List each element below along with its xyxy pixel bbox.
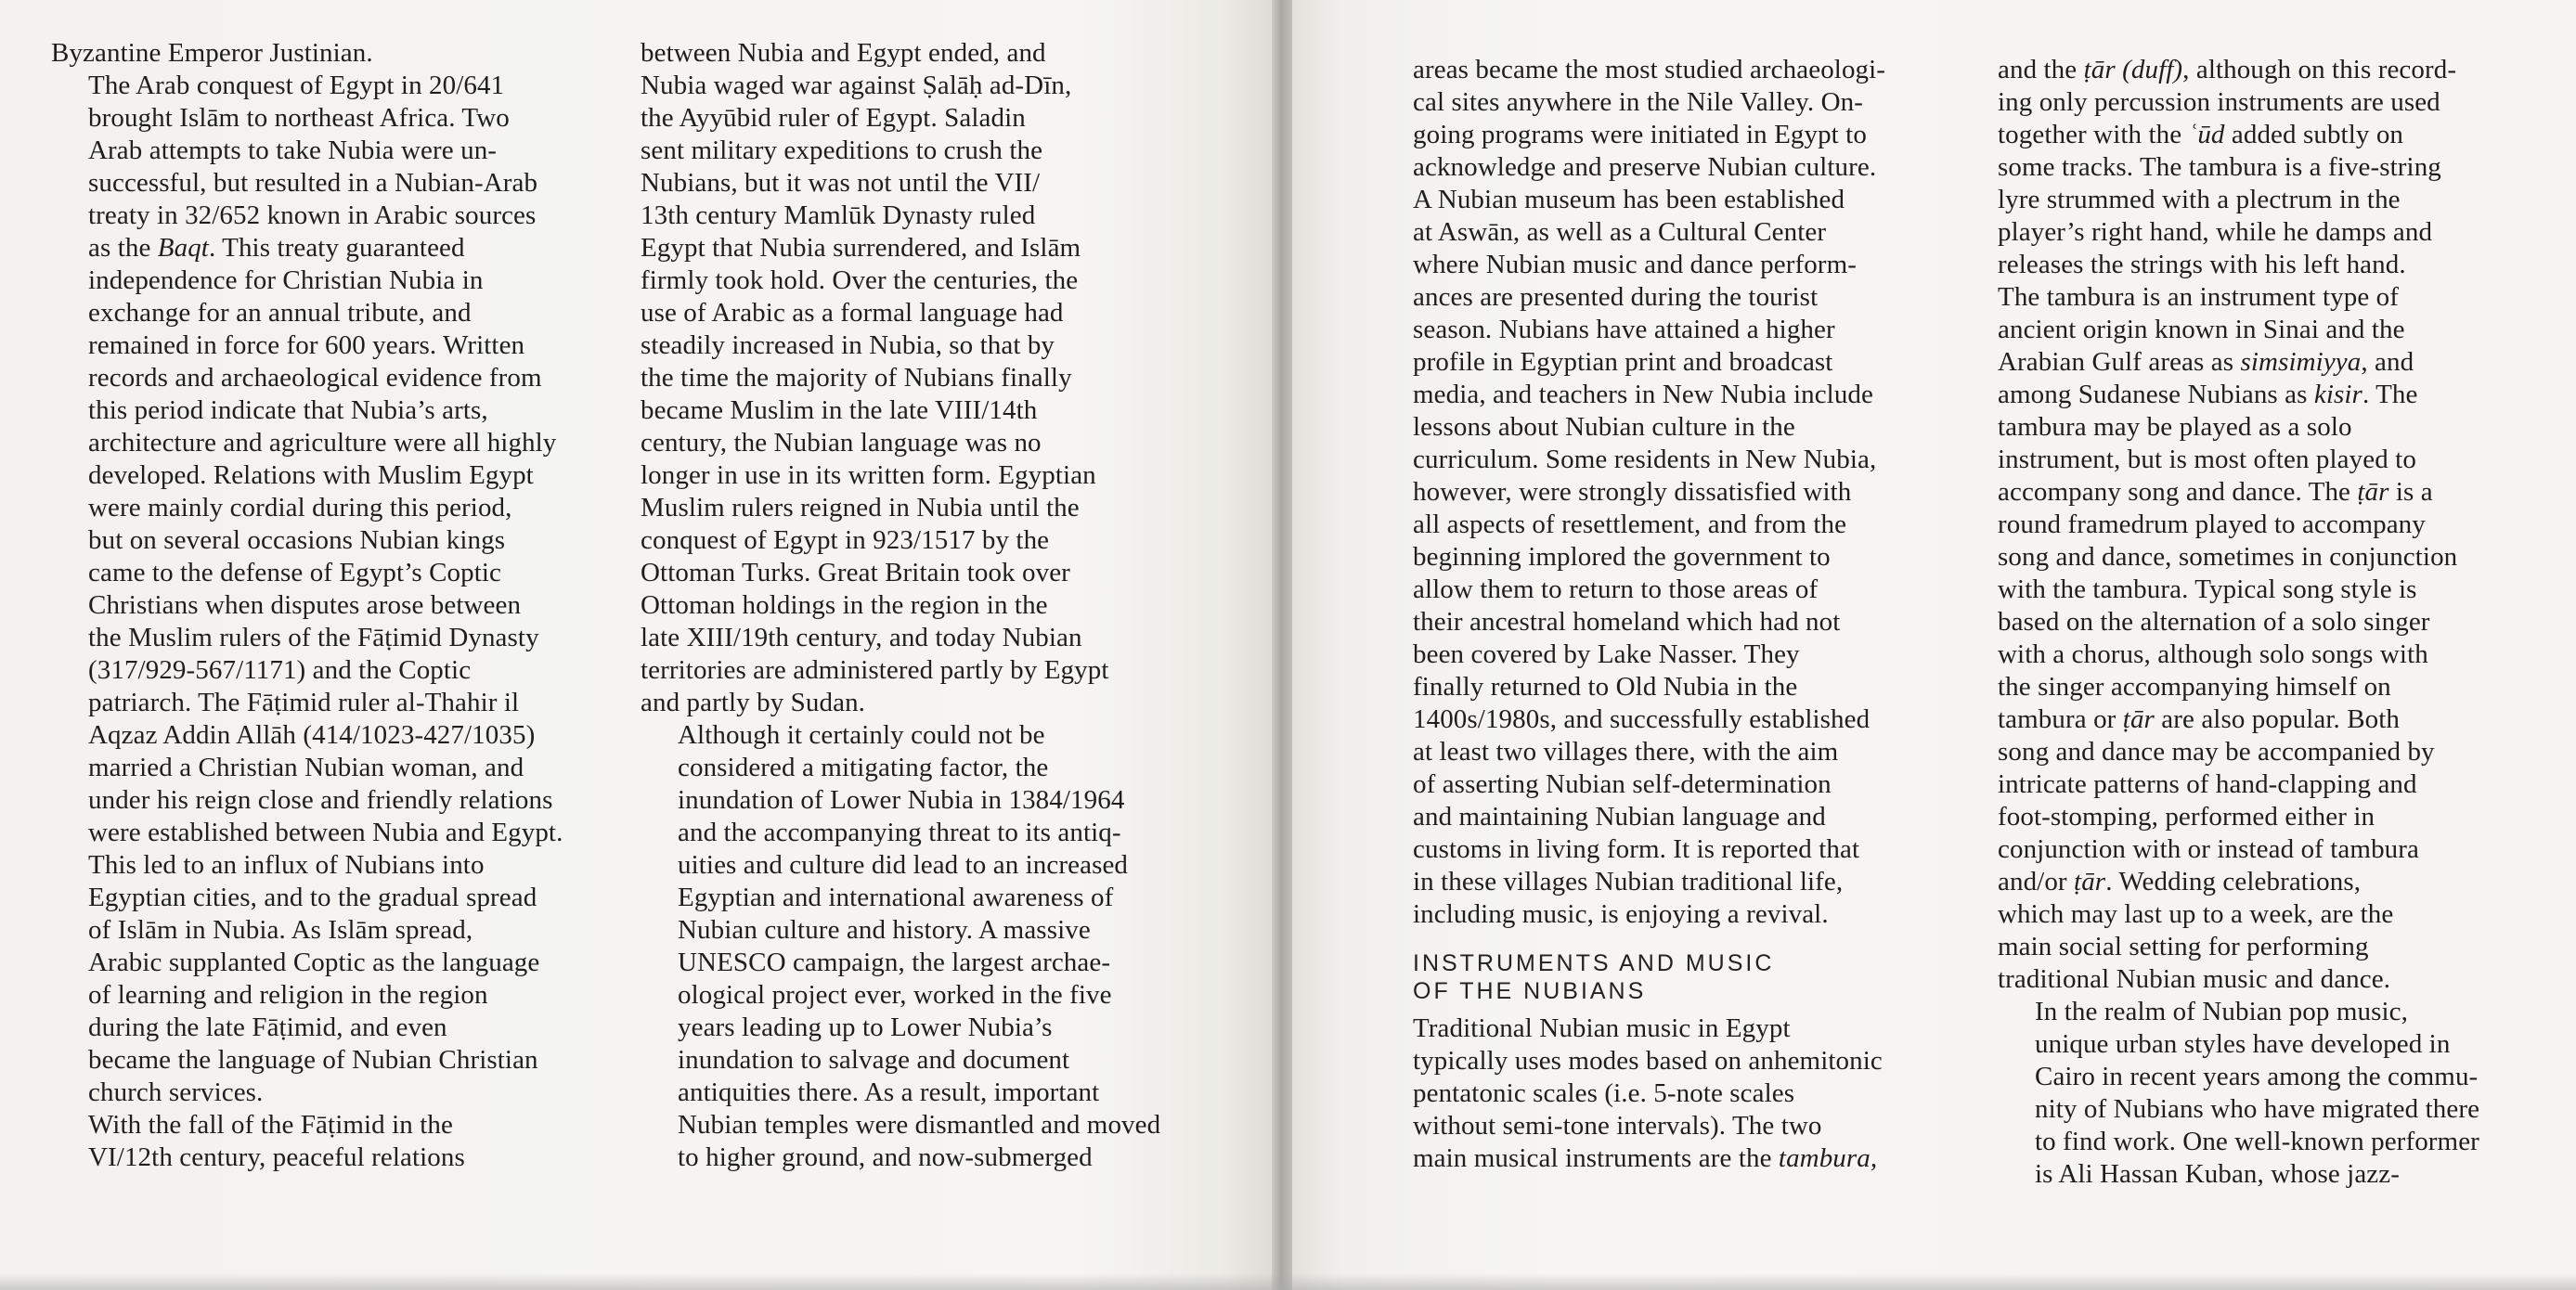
text-line: married a Christian Nubian woman, and [88, 753, 524, 782]
text-line: media, and teachers in New Nubia include [1413, 380, 1874, 409]
text-line: (317/929-567/1171) and the Coptic [88, 655, 472, 685]
text-line: inundation to salvage and document [678, 1045, 1070, 1075]
text-line: ancient origin known in Sinai and the [1998, 315, 2405, 344]
text-line: ological project ever, worked in the five [678, 980, 1112, 1010]
text-line: which may last up to a week, are the [1998, 899, 2394, 929]
text-line: the time the majority of Nubians finally [641, 363, 1072, 393]
section-heading [1413, 949, 1961, 1005]
text-line: Aqzaz Addin Allāh (414/1023-427/1035) [88, 720, 536, 750]
text-line: been covered by Lake Nasser. They [1413, 639, 1800, 669]
text-line: among Sudanese Nubians as kisir. The [1998, 380, 2418, 409]
text-line: Arabic supplanted Coptic as the language [88, 948, 540, 977]
text-line: Cairo in recent years among the commu- [2035, 1062, 2479, 1091]
left-page-column-1 [51, 37, 599, 1174]
text-line: developed. Relations with Muslim Egypt [88, 460, 534, 490]
text-line: and maintaining Nubian language and [1413, 802, 1826, 832]
left-page-column-2 [641, 37, 1197, 1174]
text-line: VI/12th century, peaceful relations [88, 1142, 465, 1172]
text-line: however, were strongly dissatisfied with [1413, 477, 1852, 507]
text-line: became Muslim in the late VIII/14th [641, 395, 1038, 425]
paragraph [641, 719, 1197, 1174]
text-line: Nubian temples were dismantled and moved [678, 1110, 1161, 1140]
text-line: successful, but resulted in a Nubian-Arab [88, 168, 538, 198]
text-line: at Aswān, as well as a Cultural Center [1413, 217, 1827, 247]
text-line: The tambura is an instrument type of [1998, 282, 2400, 312]
text-line: ing only percussion instruments are used [1998, 87, 2440, 117]
book-spine [1272, 0, 1292, 1290]
text-line: intricate patterns of hand-clapping and [1998, 769, 2417, 799]
text-line: player’s right hand, while he damps and [1998, 217, 2433, 247]
text-line: records and archaeological evidence from [88, 363, 542, 393]
text-line: traditional Nubian music and dance. [1998, 964, 2391, 994]
text-line: unique urban styles have developed in [2035, 1029, 2451, 1059]
paragraph [51, 37, 599, 70]
text-line: Egyptian and international awareness of [678, 883, 1114, 912]
text-line: based on the alternation of a solo singer [1998, 607, 2430, 637]
text-line: this period indicate that Nubia’s arts, [88, 395, 488, 425]
text-line: including music, is enjoying a revival. [1413, 899, 1829, 929]
text-line: without semi-tone intervals). The two [1413, 1111, 1822, 1141]
section-heading-line-1: INSTRUMENTS AND MUSIC [1413, 950, 1775, 976]
text-line: to higher ground, and now-submerged [678, 1142, 1093, 1172]
paragraph [641, 37, 1197, 719]
text-line: 13th century Mamlūk Dynasty ruled [641, 200, 1036, 230]
text-line: 1400s/1980s, and successfully established [1413, 704, 1871, 734]
text-line: patriarch. The Fāṭimid ruler al-Thahir il [88, 688, 520, 717]
paragraph [51, 1109, 599, 1174]
text-line: became the language of Nubian Christian [88, 1045, 538, 1075]
text-line: longer in use in its written form. Egyptian [641, 460, 1096, 490]
text-line: of asserting Nubian self-determination [1413, 769, 1832, 799]
text-line: UNESCO campaign, the largest archae- [678, 948, 1111, 977]
text-line: Ottoman Turks. Great Britain took over [641, 558, 1070, 587]
text-line: of Islām in Nubia. As Islām spread, [88, 915, 473, 945]
section-heading-line-2: OF THE NUBIANS [1413, 978, 1647, 1004]
text-line: lessons about Nubian culture in the [1413, 412, 1795, 442]
text-line: Christians when disputes arose between [88, 590, 522, 620]
text-line: Ottoman holdings in the region in the [641, 590, 1048, 620]
text-line: territories are administered partly by Egypt [641, 655, 1109, 685]
text-line: allow them to return to those areas of [1413, 574, 1819, 604]
text-line: In the realm of Nubian pop music, [2035, 997, 2408, 1026]
left-page [0, 0, 1272, 1290]
text-line: in these villages Nubian traditional life, [1413, 867, 1844, 897]
text-line: releases the strings with his left hand. [1998, 250, 2406, 279]
text-line: firmly took hold. Over the centuries, the [641, 265, 1079, 295]
text-line: Although it certainly could not be [678, 720, 1045, 750]
text-line: Egypt that Nubia surrendered, and Islām [641, 233, 1081, 263]
text-line: at least two villages there, with the aim [1413, 737, 1839, 767]
right-page-column-1 [1413, 54, 1961, 1175]
text-line: the singer accompanying himself on [1998, 672, 2391, 702]
text-line: inundation of Lower Nubia in 1384/1964 [678, 785, 1125, 815]
text-line: and partly by Sudan. [641, 688, 866, 717]
text-line: instrument, but is most often played to [1998, 445, 2416, 474]
text-line: years leading up to Lower Nubia’s [678, 1013, 1053, 1042]
text-line: and the accompanying threat to its antiq- [678, 818, 1121, 847]
text-line: season. Nubians have attained a higher [1413, 315, 1835, 344]
text-line: exchange for an annual tribute, and [88, 298, 472, 328]
text-line: Egyptian cities, and to the gradual spread [88, 883, 537, 912]
text-line: their ancestral homeland which had not [1413, 607, 1841, 637]
text-line: during the late Fāṭimid, and even [88, 1013, 447, 1042]
text-line: Arab attempts to take Nubia were un- [88, 135, 498, 165]
text-line: came to the defense of Egypt’s Coptic [88, 558, 502, 587]
text-line: Nubia waged war against Ṣalāḥ ad-Dīn, [641, 71, 1072, 100]
text-line: beginning implored the government to [1413, 542, 1831, 572]
text-line: going programs were initiated in Egypt to [1413, 120, 1867, 149]
text-line: nity of Nubians who have migrated there [2035, 1094, 2480, 1124]
text-line: to find work. One well-known performer [2035, 1127, 2479, 1156]
text-line: but on several occasions Nubian kings [88, 525, 506, 555]
text-line: independence for Christian Nubia in [88, 265, 484, 295]
text-line: the Ayyūbid ruler of Egypt. Saladin [641, 103, 1026, 133]
text-line: acknowledge and preserve Nubian culture. [1413, 152, 1877, 182]
text-line: is Ali Hassan Kuban, whose jazz- [2035, 1159, 2401, 1189]
text-line: under his reign close and friendly relations [88, 785, 553, 815]
text-line: foot-stomping, performed either in [1998, 802, 2375, 832]
text-line: were established between Nubia and Egypt. [88, 818, 563, 847]
text-line: The Arab conquest of Egypt in 20/641 [88, 71, 505, 100]
text-line: were mainly cordial during this period, [88, 493, 512, 522]
text-line: cal sites anywhere in the Nile Valley. On- [1413, 87, 1863, 117]
text-line: lyre strummed with a plectrum in the [1998, 185, 2401, 214]
paragraph [1413, 54, 1961, 931]
text-line: church services. [88, 1077, 264, 1107]
text-line: Nubians, but it was not until the VII/ [641, 168, 1041, 198]
text-line: century, the Nubian language was no [641, 428, 1042, 458]
text-line: considered a mitigating factor, the [678, 753, 1049, 782]
text-line: steadily increased in Nubia, so that by [641, 330, 1055, 360]
text-line: pentatonic scales (i.e. 5-note scales [1413, 1078, 1795, 1108]
text-line: architecture and agriculture were all highly [88, 428, 557, 458]
text-line: remained in force for 600 years. Written [88, 330, 525, 360]
text-line: together with the ʿūd added subtly on [1998, 120, 2404, 149]
text-line: with the tambura. Typical song style is [1998, 574, 2417, 604]
text-line: sent military expeditions to crush the [641, 135, 1043, 165]
text-line: accompany song and dance. The ṭār is a [1998, 477, 2433, 507]
text-line: ances are presented during the tourist [1413, 282, 1819, 312]
text-line: of learning and religion in the region [88, 980, 488, 1010]
text-line: Nubian culture and history. A massive [678, 915, 1091, 945]
text-line: uities and culture did lead to an increased [678, 850, 1129, 880]
text-line: Byzantine Emperor Justinian. [51, 38, 373, 68]
text-line: round framedrum played to accompany [1998, 510, 2426, 539]
text-line: song and dance may be accompanied by [1998, 737, 2435, 767]
text-line: antiquities there. As a result, important [678, 1077, 1100, 1107]
col3-after-heading [1413, 1013, 1961, 1175]
text-line: brought Islām to northeast Africa. Two [88, 103, 510, 133]
text-line: This led to an influx of Nubians into [88, 850, 485, 880]
text-line: Muslim rulers reigned in Nubia until the [641, 493, 1080, 522]
right-page-column-2 [1998, 54, 2536, 1191]
text-line: all aspects of resettlement, and from the [1413, 510, 1847, 539]
text-line: typically uses modes based on anhemitonic [1413, 1046, 1883, 1076]
paragraph [1998, 54, 2536, 996]
paragraph [51, 70, 599, 1109]
text-line: song and dance, sometimes in conjunction [1998, 542, 2458, 572]
text-line: use of Arabic as a formal language had [641, 298, 1064, 328]
text-line: main social setting for performing [1998, 932, 2369, 961]
text-line: as the Baqt. This treaty guaranteed [88, 233, 465, 263]
text-line: treaty in 32/652 known in Arabic sources [88, 200, 537, 230]
text-line: finally returned to Old Nubia in the [1413, 672, 1798, 702]
text-line: areas became the most studied archaeologi- [1413, 55, 1886, 84]
paragraph [1413, 1013, 1961, 1175]
text-line: With the fall of the Fāṭimid in the [88, 1110, 453, 1140]
paragraph [1998, 996, 2536, 1191]
text-line: with a chorus, although solo songs with [1998, 639, 2428, 669]
text-line: main musical instruments are the tambura, [1413, 1143, 1878, 1173]
text-line: and/or ṭār. Wedding celebrations, [1998, 867, 2362, 897]
right-page [1292, 0, 2576, 1290]
text-line: tambura or ṭār are also popular. Both [1998, 704, 2400, 734]
text-line: and the ṭār (duff), although on this record- [1998, 55, 2457, 84]
text-line: Arabian Gulf areas as simsimiyya, and [1998, 347, 2414, 377]
text-line: between Nubia and Egypt ended, and [641, 38, 1046, 68]
text-line: the Muslim rulers of the Fāṭimid Dynasty [88, 623, 539, 652]
text-line: Traditional Nubian music in Egypt [1413, 1013, 1791, 1043]
text-line: profile in Egyptian print and broadcast [1413, 347, 1833, 377]
text-line: some tracks. The tambura is a five-string [1998, 152, 2441, 182]
text-line: A Nubian museum has been established [1413, 185, 1845, 214]
text-line: customs in living form. It is reported that [1413, 834, 1860, 864]
text-line: where Nubian music and dance perform- [1413, 250, 1857, 279]
page-bottom-shadow [0, 1273, 2576, 1290]
text-line: conquest of Egypt in 923/1517 by the [641, 525, 1050, 555]
text-line: late XIII/19th century, and today Nubian [641, 623, 1082, 652]
text-line: curriculum. Some residents in New Nubia, [1413, 445, 1877, 474]
col3-body [1413, 54, 1961, 931]
text-line: conjunction with or instead of tambura [1998, 834, 2419, 864]
text-line: tambura may be played as a solo [1998, 412, 2352, 442]
